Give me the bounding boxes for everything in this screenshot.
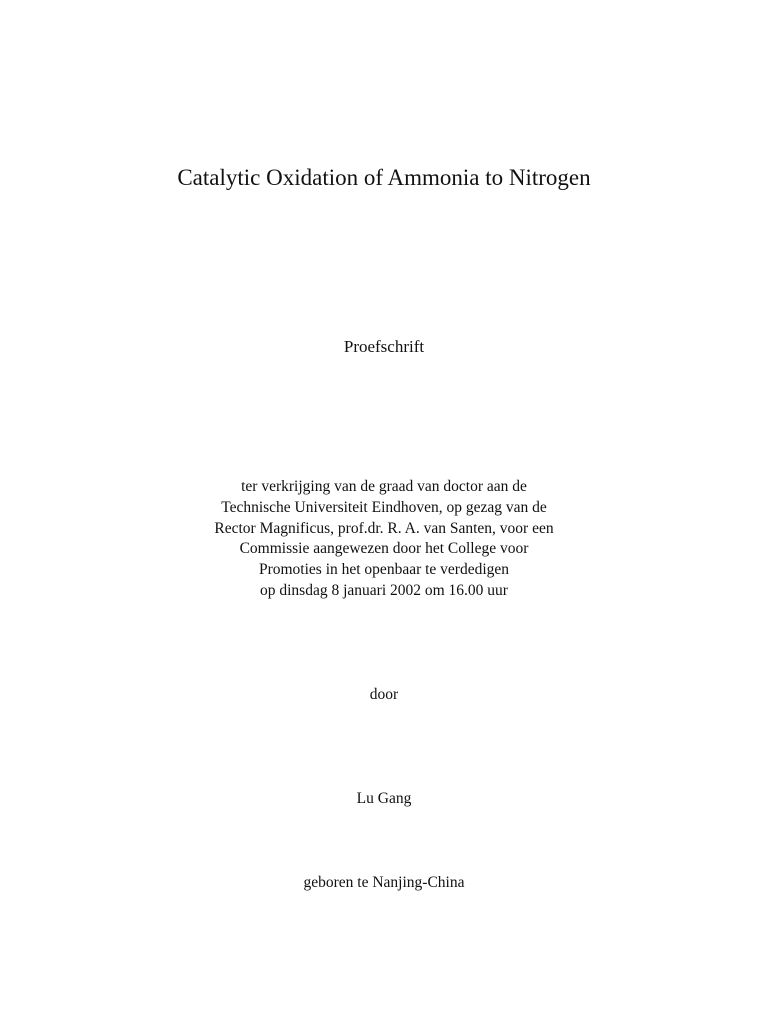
statement-line: Rector Magnificus, prof.dr. R. A. van Santen, voor een — [214, 519, 554, 537]
document-title: Catalytic Oxidation of Ammonia to Nitrogen — [177, 165, 591, 190]
by-label: door — [369, 686, 399, 703]
statement-line: Commissie aangewezen door het College voor — [239, 540, 529, 558]
statement-line: Promoties in het openbaar te verdedigen — [258, 561, 510, 579]
statement-line: op dinsdag 8 januari 2002 om 16.00 uur — [260, 581, 508, 599]
author-name: Lu Gang — [356, 790, 412, 807]
statement-line: ter verkrijging van de graad van doctor aan de — [241, 478, 527, 495]
birthplace: geboren te Nanjing-China — [303, 874, 465, 891]
degree-statement — [0, 477, 768, 602]
statement-line: Technische Universiteit Eindhoven, op gezag van de — [221, 498, 547, 516]
document-subtitle: Proefschrift — [343, 337, 425, 356]
